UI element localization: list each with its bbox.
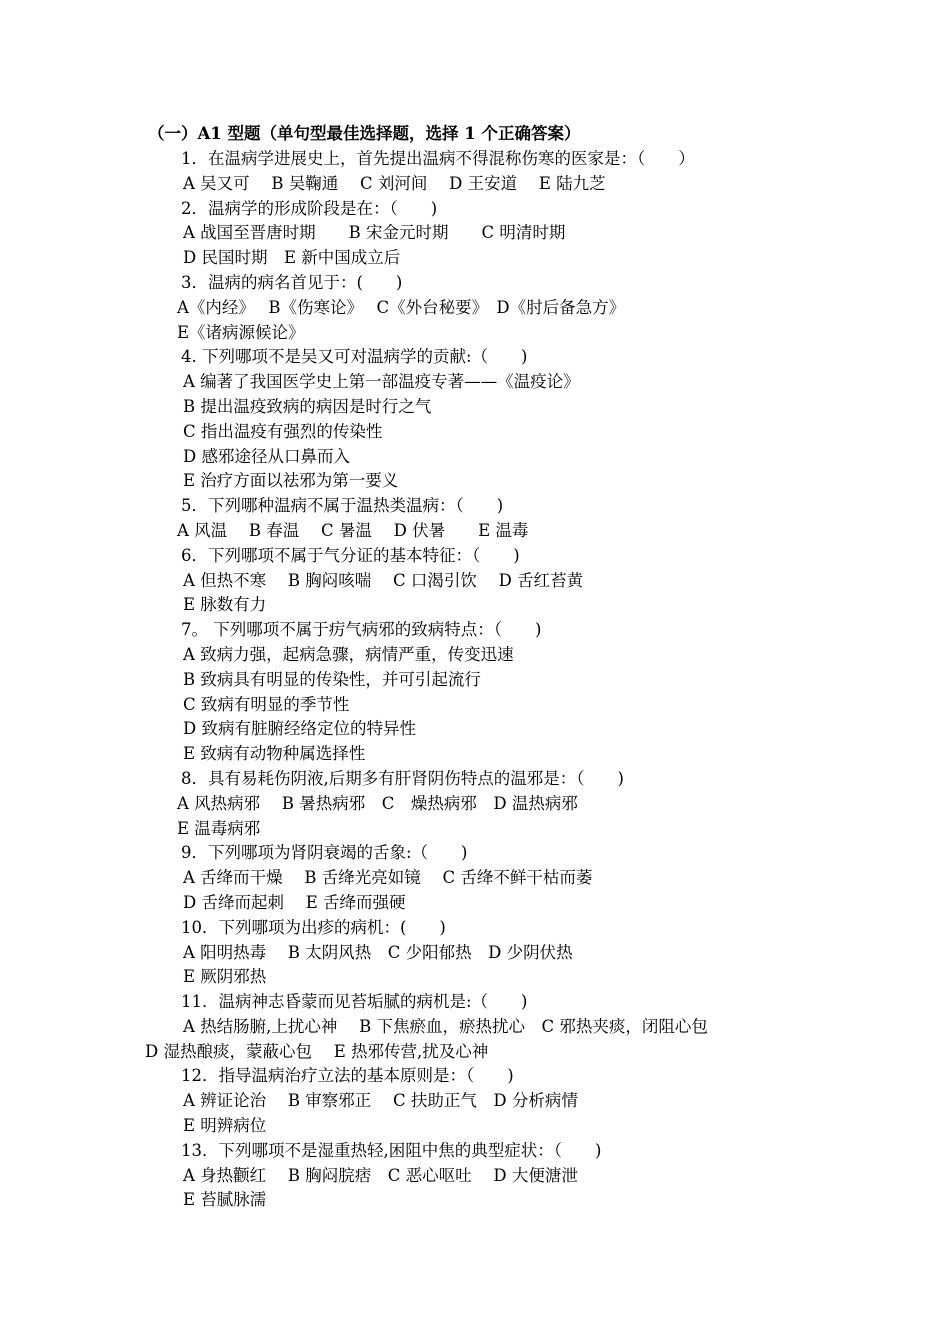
option-line: A 舌绛而干燥 B 舌绛光亮如镜 C 舌绛不鲜干枯而萎 — [183, 868, 593, 888]
option-line: A 但热不寒 B 胸闷咳喘 C 口渴引饮 D 舌红苔黄 — [183, 570, 584, 590]
question-line: 3．温病的病名首见于：( ) — [181, 272, 403, 292]
option-line: A 吴又可 B 吴鞠通 C 刘河间 D 王安道 E 陆九芝 — [183, 173, 606, 193]
option-line: A 风温 B 春温 C 暑温 D 伏暑 E 温毒 — [177, 520, 529, 540]
option-line: E 治疗方面以祛邪为第一要义 — [183, 471, 399, 491]
option-line: D 感邪途径从口鼻而入 — [183, 446, 350, 466]
option-line: E 温毒病邪 — [177, 818, 261, 838]
option-line: E 致病有动物种属选择性 — [183, 744, 366, 764]
option-line: E《诸病源候论》 — [177, 322, 305, 342]
question-line: 7。 下列哪项不属于疠气病邪的致病特点：（ ) — [181, 620, 542, 640]
option-line: C 指出温疫有强烈的传染性 — [183, 421, 383, 441]
question-line: 12．指导温病治疗立法的基本原则是：（ ) — [181, 1066, 514, 1086]
option-line: A《内经》 B《伤寒论》 C《外台秘要》 D《肘后备急方》 — [177, 297, 626, 317]
option-line: E 脉数有力 — [183, 595, 267, 615]
option-line: D 民国时期 E 新中国成立后 — [183, 248, 401, 268]
option-line: D 舌绛而起刺 E 舌绛而强硬 — [183, 892, 406, 912]
option-line: A 编著了我国医学史上第一部温疫专著——《温疫论》 — [183, 372, 580, 392]
question-line: 1．在温病学进展史上，首先提出温病不得混称伤寒的医家是：（ ） — [181, 149, 695, 168]
option-line: A 致病力强，起病急骤，病情严重，传变迅速 — [183, 644, 514, 664]
option-line: D 致病有脏腑经络定位的特异性 — [183, 719, 416, 739]
option-line: A 辨证论治 B 审察邪正 C 扶助正气 D 分析病情 — [183, 1091, 578, 1111]
question-line: 5．下列哪种温病不属于温热类温病：（ ) — [181, 496, 504, 516]
option-line: D 湿热酿痰，蒙蔽心包 E 热邪传营,扰及心神 — [145, 1041, 489, 1061]
option-line: A 风热病邪 B 暑热病邪 C 燥热病邪 D 温热病邪 — [177, 793, 578, 813]
question-line: 11．温病神志昏蒙而见苔垢腻的病机是:（ ) — [181, 992, 528, 1012]
option-line: C 致病有明显的季节性 — [183, 694, 350, 714]
option-line: E 苔腻脉濡 — [183, 1190, 267, 1210]
question-line: 8．具有易耗伤阴液,后期多有肝肾阴伤特点的温邪是：（ ) — [181, 768, 624, 788]
question-line: 4. 下列哪项不是吴又可对温病学的贡献:（ ) — [181, 347, 528, 367]
question-list — [0, 147, 950, 1213]
option-line: E 厥阴邪热 — [183, 967, 267, 987]
question-line: 2．温病学的形成阶段是在：（ ) — [181, 198, 438, 218]
option-line: A 战国至晋唐时期 B 宋金元时期 C 明清时期 — [183, 223, 566, 243]
question-line: 6．下列哪项不属于气分证的基本特征：（ ) — [181, 545, 520, 565]
option-line: B 致病具有明显的传染性，并可引起流行 — [183, 669, 481, 689]
option-line: E 明辨病位 — [183, 1116, 267, 1136]
question-line: 9．下列哪项为肾阴衰竭的舌象:（ ) — [181, 843, 468, 863]
option-line: B 提出温疫致病的病因是时行之气 — [183, 396, 432, 416]
option-line: A 身热颧红 B 胸闷脘痞 C 恶心呕吐 D 大便溏泄 — [183, 1165, 578, 1185]
option-line: A 热结肠腑,上扰心神 B 下焦瘀血，瘀热扰心 C 邪热夹痰，闭阻心包 — [183, 1016, 708, 1036]
question-line: 10．下列哪项为出疹的病机：( ) — [181, 917, 446, 937]
option-line: A 阳明热毒 B 太阴风热 C 少阳郁热 D 少阴伏热 — [183, 942, 573, 962]
question-line: 13．下列哪项不是湿重热轻,困阻中焦的典型症状：（ ) — [181, 1140, 602, 1160]
section-heading: （一）A1 型题（单句型最佳选择题，选择 1 个正确答案） — [148, 124, 581, 143]
